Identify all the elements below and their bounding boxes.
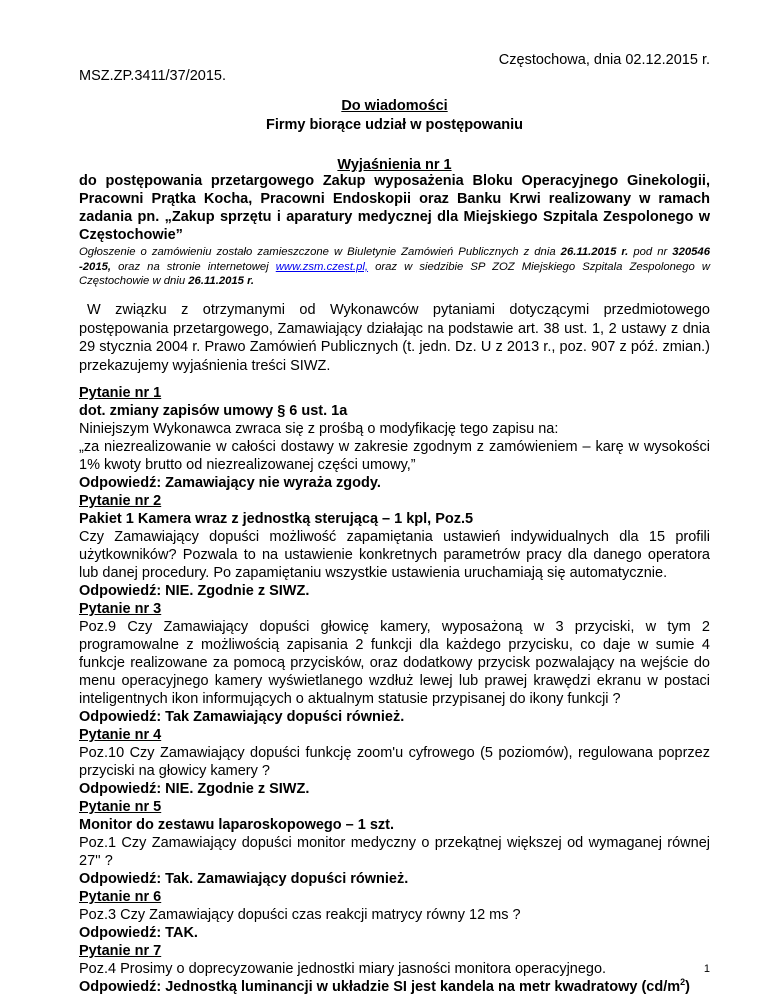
subject-paragraph: do postępowania przetargowego Zakup wyposażenia Bloku Operacyjnego Ginekologii, Pracowni Prątka Kocha, Pracowni Endoskopii oraz Banku Krwi realizowany w ramach zadania pn. „Zakup sprzętu i aparatury medycznej dla Miejskiego Szpitala Zespolonego w Częstochowie”	[79, 173, 710, 243]
question-text: Poz.1 Czy Zamawiający dopuści monitor medyczny o przekątnej większej od wymaganej równej 27'' ?	[79, 835, 710, 869]
answer: Odpowiedź: NIE. Zgodnie z SIWZ.	[79, 583, 310, 599]
reference-number: MSZ.ZP.3411/37/2015.	[79, 68, 226, 84]
question-heading: Pytanie nr 6	[79, 889, 162, 905]
question-topic: Pakiet 1 Kamera wraz z jednostką sterującą – 1 kpl, Poz.5	[79, 511, 474, 527]
question-heading: Pytanie nr 5	[79, 799, 162, 815]
question-text: Poz.4 Prosimy o doprecyzowanie jednostki miary jasności monitora operacyjnego.	[79, 961, 607, 977]
page-number: 1	[703, 963, 710, 975]
answer: Odpowiedź: Tak Zamawiający dopuści również.	[79, 709, 405, 725]
website-link[interactable]: www.zsm.czest.pl,	[275, 260, 369, 273]
question-topic: Monitor do zestawu laparoskopowego – 1 szt.	[79, 817, 395, 833]
question-heading: Pytanie nr 4	[79, 727, 162, 743]
question-text: Poz.10 Czy Zamawiający dopuści funkcję zoom'u cyfrowego (5 poziomów), regulowana poprzez przyciski na głowicy kamery ?	[79, 745, 710, 779]
answer: Odpowiedź: TAK.	[79, 925, 198, 941]
intro-paragraph: W związku z otrzymanymi od Wykonawców pytaniami dotyczącymi przedmiotowego postępowania przetargowego, Zamawiający działając na podstawie art. 38 ust. 1, 2 ustawy z dnia 29 stycznia 2004 r. Prawo Zamówień Publicznych (t. jedn. Dz. U z 2013 r., poz. 907 z póź. zmian.) przekazujemy wyjaśnienia treści SIWZ.	[79, 302, 710, 374]
announcement-text: Ogłoszenie o zamówieniu zostało zamieszczone w Biuletynie Zamówień Publicznych z dnia	[79, 246, 561, 258]
announcement-text: oraz na stronie internetowej	[111, 260, 276, 273]
notice-heading: Do wiadomości	[341, 98, 448, 114]
answer: Odpowiedź: Tak. Zamawiający dopuści również.	[79, 871, 409, 887]
question-text: Poz.9 Czy Zamawiający dopuści głowicę kamery, wyposażoną w 3 przyciski, w tym 2 programowalne z możliwością zapisania 2 funkcji dla każdego przycisku, co daje w sumie 4 funkcje realizowane za pomocą przycisków, oraz dodatkowy przycisk pozwalający na wejście do menu operacyjnego kamery wyświetlanego wzdłuż lewej lub prawej krawędzi ekranu w postaci inteligentnych ikon informujących o aktualnym statusie przypisanej do ikony funkcji ?	[79, 619, 710, 707]
question-heading: Pytanie nr 1	[79, 385, 162, 401]
question-heading: Pytanie nr 2	[79, 493, 162, 509]
answer: Odpowiedź: Zamawiający nie wyraża zgody.	[79, 475, 381, 491]
answer-label: Odpowiedź:	[79, 979, 162, 995]
superscript: 2	[680, 977, 686, 988]
announcement-number: 320546 -2015,	[79, 246, 710, 273]
question-heading: Pytanie nr 7	[79, 943, 162, 959]
document-title: Wyjaśnienia nr 1	[337, 157, 452, 173]
notice-recipients: Firmy biorące udział w postępowaniu	[265, 117, 523, 133]
questions-answers	[79, 384, 710, 996]
announcement-date: 26.11.2015 r.	[188, 275, 255, 287]
question-text: „za niezrealizowanie w całości dostawy w zakresie zgodnym z zamówieniem – karę w wysokości 1% kwoty brutto od niezrealizowanej części umowy,”	[79, 439, 710, 473]
question-topic: dot. zmiany zapisów umowy § 6 ust. 1a	[79, 403, 348, 419]
question-text: Czy Zamawiający dopuści możliwość zapamiętania ustawień indywidualnych dla 15 profili użytkowników? Pozwala to na ustawienie konkretnych parametrów pracy dla danego operatora lub danej procedury. Po zapamiętaniu wszystkie ustawienia uruchamiają się automatycznie.	[79, 529, 710, 581]
date-line: Częstochowa, dnia 02.12.2015 r.	[498, 52, 710, 68]
question-heading: Pytanie nr 3	[79, 601, 162, 617]
announcement-text: pod nr	[628, 246, 673, 258]
answer-text: )	[685, 979, 690, 995]
question-text: Poz.3 Czy Zamawiający dopuści czas reakcji matrycy równy 12 ms ?	[79, 907, 521, 923]
announcement-note	[79, 245, 710, 289]
answer-text: Jednostką luminancji w układzie SI jest kandela na metr kwadratowy (cd/m	[161, 979, 681, 995]
recipients-notice	[79, 97, 710, 135]
announcement-date: 26.11.2015 r.	[560, 246, 629, 258]
answer: Odpowiedź: NIE. Zgodnie z SIWZ.	[79, 781, 310, 797]
announcement-text: oraz w siedzibie SP ZOZ Miejskiego Szpitala Zespolonego w Częstochowie w dniu	[79, 260, 710, 287]
question-text: Niniejszym Wykonawca zwraca się z prośbą o modyfikację tego zapisu na:	[79, 421, 559, 437]
answer	[79, 978, 710, 996]
